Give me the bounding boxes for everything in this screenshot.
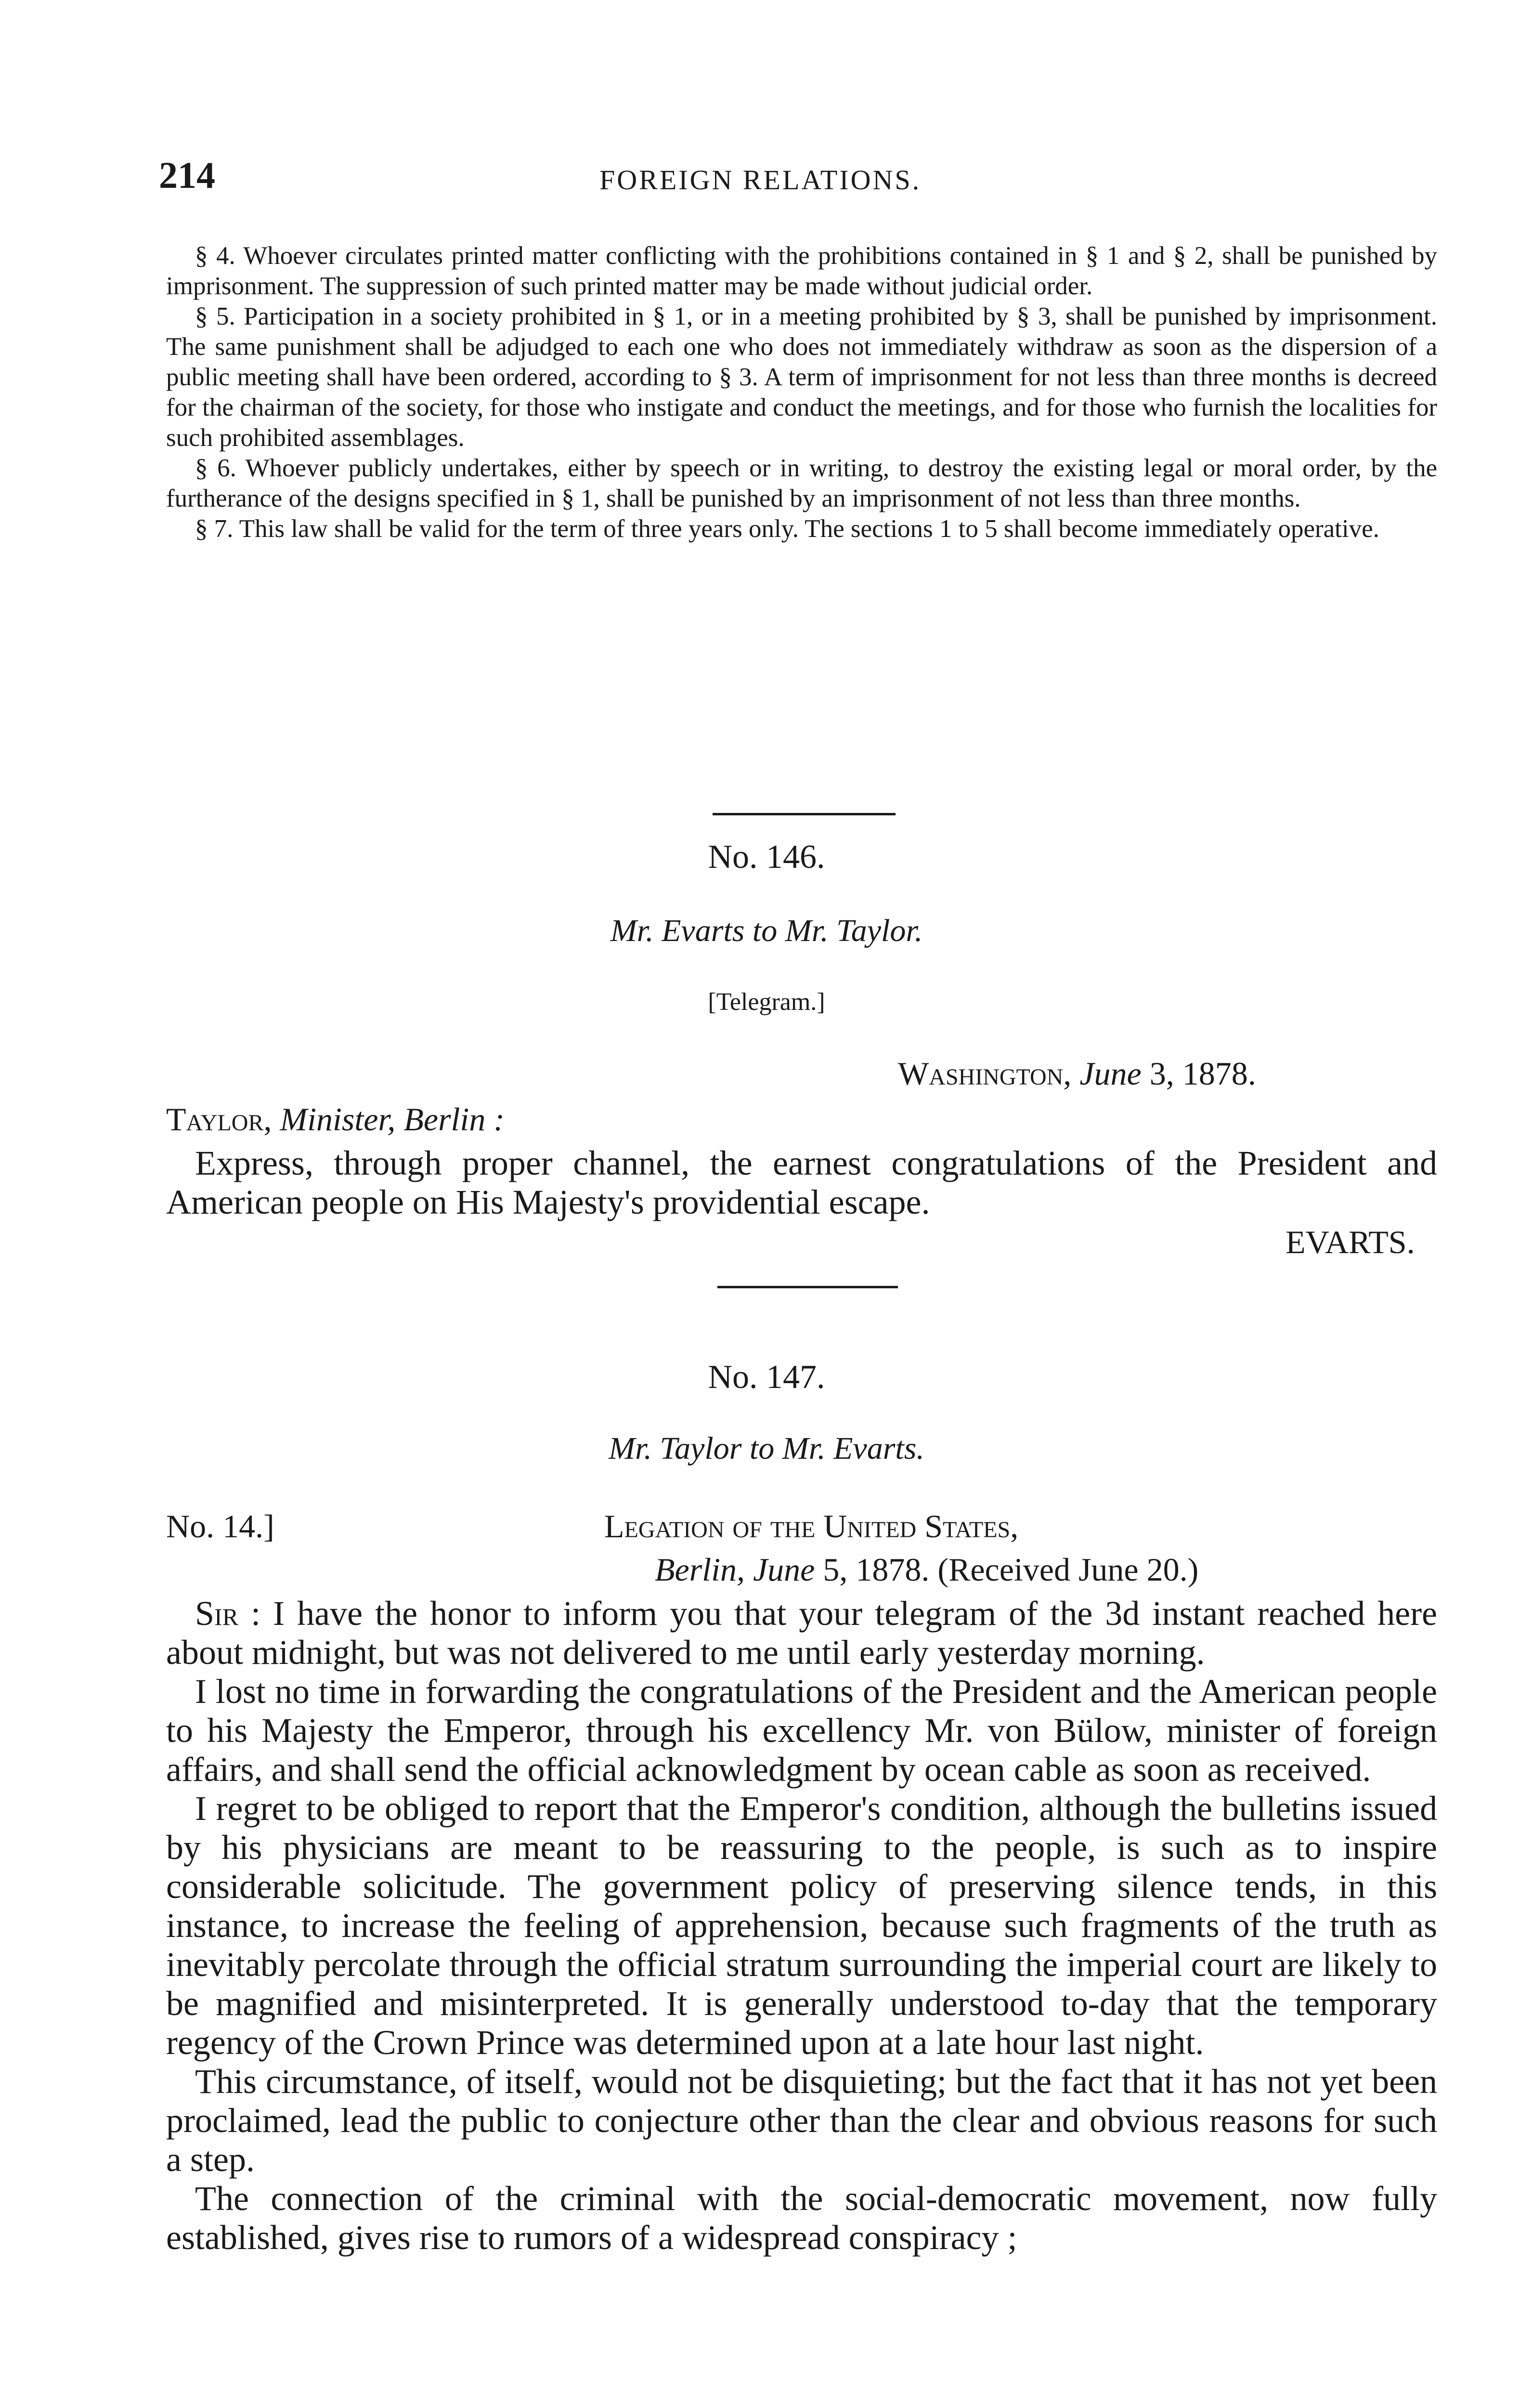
dateline <box>655 1553 1198 1586</box>
dateline-date: 3, 1878. <box>1149 1055 1256 1092</box>
telegram-text: Express, through proper channel, the earnest congratulations of the President and American people on His Majesty's providential escape. <box>166 1144 1437 1221</box>
addressee <box>166 1103 505 1136</box>
received-date: (Received June 20.) <box>937 1551 1199 1588</box>
running-title: FOREIGN RELATIONS. <box>599 164 922 196</box>
letter-paragraph <box>166 1594 1437 1672</box>
law-section-7: § 7. This law shall be valid for the term of three years only. The sections 1 to 5 shall become immediately operative. <box>195 515 1379 543</box>
letter-paragraph: I lost no time in forwarding the congratulations of the President and the American people to his Majesty the Emperor, through his excellency Mr. von Bülow, minister of foreign affairs, and shall send the official acknowledgment by ocean cable as soon as received. <box>166 1672 1437 1789</box>
dateline-date: 5, 1878. <box>823 1551 930 1588</box>
addressee-name: Taylor, <box>166 1101 272 1138</box>
addressee-title: Minister, Berlin : <box>280 1101 505 1138</box>
letter-paragraph: The connection of the criminal with the social-democratic movement, now fully established, gives rise to rumors of a widespread conspiracy ; <box>166 2179 1437 2257</box>
document-number: No. 146. <box>708 838 825 876</box>
document-heading: Mr. Taylor to Mr. Evarts. <box>609 1431 924 1466</box>
law-section-5: § 5. Participation in a society prohibited in § 1, or in a meeting prohibited by § 3, shall be punished by imprisonment. The same punishment shall be adjudged to each one who does not immediately withdraw as soon as the dispersion of a public meeting shall have been ordered, according to § 3. A term of imprisonment for not less than three months is decreed for the chairman of the society, for those who instigate and conduct the meetings, and for those who furnish the localities for such prohibited assemblages. <box>166 302 1437 452</box>
dateline-place: Washington, <box>898 1055 1072 1092</box>
letter-body <box>166 1594 1437 2257</box>
telegram-body <box>166 1144 1437 1222</box>
dateline-month: June <box>753 1551 815 1588</box>
letter-paragraph: This circumstance, of itself, would not be disquieting; but the fact that it has not yet been proclaimed, lead the public to conjecture other than the clear and obvious reasons for such a step. <box>166 2062 1437 2179</box>
section-divider <box>713 813 896 815</box>
signature: EVARTS. <box>1286 1224 1415 1260</box>
document-type: [Telegram.] <box>708 988 825 1016</box>
dateline <box>898 1057 1256 1090</box>
law-sections <box>166 241 1437 544</box>
page-number: 214 <box>159 154 215 196</box>
law-section-4: § 4. Whoever circulates printed matter conflicting with the prohibitions contained in § 1 and § 2, shall be punished by imprisonment. The suppression of such printed matter may be made without judicial order. <box>166 242 1437 300</box>
legation-line: Legation of the United States, <box>604 1508 1019 1544</box>
document-heading: Mr. Evarts to Mr. Taylor. <box>610 913 923 948</box>
document-number: No. 147. <box>708 1359 825 1396</box>
dateline-place: Berlin, <box>655 1551 745 1588</box>
dateline-month: June <box>1079 1055 1142 1092</box>
law-section-6: § 6. Whoever publicly undertakes, either by speech or in writing, to destroy the existing legal or moral order, by the furtherance of the designs specified in § 1, shall be punished by an imprisonment of not less than three months. <box>166 454 1437 512</box>
section-divider <box>717 1286 898 1288</box>
salutation: Sir : <box>195 1594 261 1633</box>
dispatch-number: No. 14.] <box>166 1508 274 1544</box>
letter-paragraph: I regret to be obliged to report that the Emperor's condition, although the bulletins issued by his physicians are meant to be reassuring to the people, is such as to inspire considerable solicitude. The government policy of preserving silence tends, in this instance, to increase the feeling of apprehension, because such fragments of the truth as inevitably percolate through the official stratum surrounding the imperial court are likely to be magnified and misinterpreted. It is generally understood to-day that the temporary regency of the Crown Prince was determined upon at a late hour last night. <box>166 1789 1437 2062</box>
letter-paragraph-text: I have the honor to inform you that your telegram of the 3d instant reached here about midnight, but was not delivered to me until early yesterday morning. <box>166 1594 1438 1672</box>
